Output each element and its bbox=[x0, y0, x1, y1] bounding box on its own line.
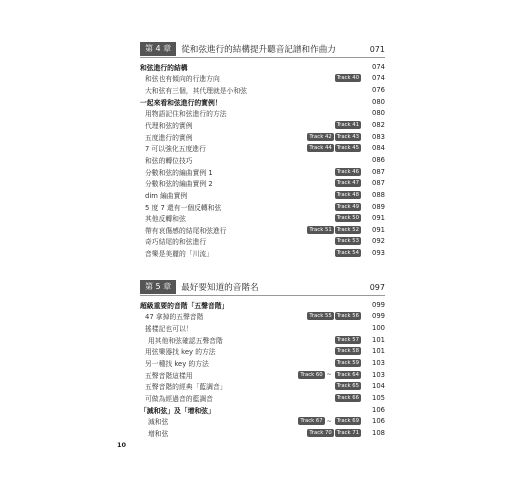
chapter-page: 071 bbox=[369, 44, 385, 54]
chapter-header bbox=[140, 42, 385, 56]
entry-title: 和弦也有傾向的行進方向 bbox=[145, 75, 220, 84]
toc-entries bbox=[140, 299, 385, 439]
entry-page: 091 bbox=[372, 225, 385, 234]
track-tags bbox=[297, 371, 361, 379]
track-tags bbox=[306, 429, 361, 437]
entry-page: 103 bbox=[372, 370, 385, 379]
track-tags bbox=[334, 191, 361, 199]
chapter-divider bbox=[140, 295, 385, 296]
toc-section-row bbox=[140, 404, 385, 416]
entry-title: 五度進行的實例 bbox=[145, 133, 193, 142]
track-range-tilde: ~ bbox=[326, 417, 332, 425]
toc-entry-row bbox=[140, 108, 385, 120]
track-tags bbox=[334, 203, 361, 211]
entry-page: 083 bbox=[372, 132, 385, 141]
track-badge: Track 48 bbox=[336, 191, 359, 198]
track-tags bbox=[334, 214, 361, 222]
track-tags bbox=[297, 417, 361, 425]
entry-page: 080 bbox=[372, 97, 385, 106]
entry-page: 080 bbox=[372, 109, 385, 118]
track-badge: Track 42 bbox=[309, 133, 332, 140]
entry-title: 和弦的轉位技巧 bbox=[145, 156, 193, 165]
track-tags bbox=[334, 121, 361, 129]
entry-page: 082 bbox=[372, 121, 385, 130]
chapter-title: 最好要知道的音階名 bbox=[181, 283, 259, 293]
toc-entry-row bbox=[140, 247, 385, 259]
track-badge: Track 46 bbox=[336, 168, 359, 175]
chapter-4-section bbox=[140, 42, 385, 259]
track-badge: Track 56 bbox=[336, 313, 359, 320]
track-badge: Track 66 bbox=[336, 394, 359, 401]
entry-page: 074 bbox=[372, 74, 385, 83]
track-badge: Track 69 bbox=[336, 418, 359, 425]
entry-title: 用物語記住和弦進行的方法 bbox=[145, 110, 227, 119]
entry-page: 108 bbox=[372, 428, 385, 437]
track-badge: Track 43 bbox=[336, 133, 359, 140]
entry-title: 用其他和弦確認五聲音階 bbox=[148, 336, 223, 345]
track-tags bbox=[334, 237, 361, 245]
track-tags bbox=[306, 226, 361, 234]
track-badge: Track 51 bbox=[309, 226, 332, 233]
page-number: 10 bbox=[117, 441, 127, 449]
entry-page: 093 bbox=[372, 249, 385, 258]
track-badge: Track 52 bbox=[336, 226, 359, 233]
toc-entry-row bbox=[140, 427, 385, 439]
track-badge: Track 40 bbox=[336, 75, 359, 82]
track-badge: Track 50 bbox=[336, 215, 359, 222]
toc-entry-row bbox=[140, 415, 385, 427]
toc-entry-row bbox=[140, 166, 385, 178]
track-badge: Track 49 bbox=[336, 203, 359, 210]
entry-page: 087 bbox=[372, 167, 385, 176]
track-badge: Track 53 bbox=[336, 238, 359, 245]
track-tags bbox=[306, 133, 361, 141]
toc-entry-row bbox=[140, 189, 385, 201]
track-badge: Track 45 bbox=[336, 145, 359, 152]
toc-entries bbox=[140, 61, 385, 259]
toc-entry-row bbox=[140, 154, 385, 166]
toc-entry-row bbox=[140, 224, 385, 236]
track-badge: Track 59 bbox=[336, 360, 359, 367]
entry-page: 101 bbox=[372, 335, 385, 344]
track-tags bbox=[334, 347, 361, 355]
toc-entry-row bbox=[140, 369, 385, 381]
entry-title: 其他反轉和弦 bbox=[145, 215, 186, 224]
track-tags bbox=[334, 179, 361, 187]
toc-section-row bbox=[140, 96, 385, 108]
entry-page: 089 bbox=[372, 202, 385, 211]
entry-title: 7 可以強化五度進行 bbox=[145, 145, 206, 154]
entry-title: 可做為經過音的藍調音 bbox=[145, 394, 213, 403]
track-tags bbox=[334, 359, 361, 367]
entry-title: 代理和弦的實例 bbox=[145, 122, 193, 131]
toc-section-row bbox=[140, 299, 385, 311]
toc-entry-row bbox=[140, 131, 385, 143]
toc-entry-row bbox=[140, 236, 385, 248]
entry-page: 088 bbox=[372, 190, 385, 199]
track-tags bbox=[334, 168, 361, 176]
entry-title: 五聲音階這樣用 bbox=[145, 371, 193, 380]
chapter-page: 097 bbox=[369, 282, 385, 292]
track-tags bbox=[334, 382, 361, 390]
chapter-number-badge: 第 4 章 bbox=[140, 42, 176, 56]
entry-title: 增和弦 bbox=[148, 429, 169, 438]
entry-title: 搖樣記也可以！ bbox=[145, 325, 193, 334]
entry-page: 092 bbox=[372, 237, 385, 246]
toc-entry-row bbox=[140, 311, 385, 323]
entry-page: 104 bbox=[372, 382, 385, 391]
track-badge: Track 57 bbox=[336, 336, 359, 343]
entry-page: 099 bbox=[372, 312, 385, 321]
chapter-title: 從和弦進行的結構提升聽音記譜和作曲力 bbox=[181, 45, 336, 55]
track-badge: Track 71 bbox=[336, 429, 359, 436]
toc-entry-row bbox=[140, 119, 385, 131]
entry-title: dim 編曲實例 bbox=[145, 191, 188, 200]
track-tags bbox=[334, 394, 361, 402]
chapter-5-section bbox=[140, 280, 385, 439]
toc-entry-row bbox=[140, 380, 385, 392]
entry-title: 一起來看和弦進行的實例！ bbox=[140, 98, 222, 107]
track-badge: Track 67 bbox=[300, 418, 323, 425]
toc-entry-row bbox=[140, 177, 385, 189]
entry-page: 099 bbox=[372, 300, 385, 309]
entry-title: 「減和弦」及「增和弦」 bbox=[140, 406, 215, 415]
entry-page: 091 bbox=[372, 214, 385, 223]
track-badge: Track 70 bbox=[309, 429, 332, 436]
entry-title: 減和弦 bbox=[148, 418, 169, 427]
entry-title: 大和弦有三個，其代理就是小和弦 bbox=[145, 87, 247, 96]
toc-entry-row bbox=[140, 392, 385, 404]
entry-page: 076 bbox=[372, 86, 385, 95]
chapter-number-badge: 第 5 章 bbox=[140, 280, 176, 294]
entry-title: 帶有哀傷感的結尾和弦進行 bbox=[145, 226, 227, 235]
toc-entry-row bbox=[140, 201, 385, 213]
toc-entry-row bbox=[140, 84, 385, 96]
entry-title: 47 拿掉的五聲音階 bbox=[145, 313, 204, 322]
track-badge: Track 60 bbox=[300, 371, 323, 378]
entry-title: 音樂是美麗的「川流」 bbox=[145, 250, 213, 259]
entry-page: 106 bbox=[372, 417, 385, 426]
track-badge: Track 64 bbox=[336, 371, 359, 378]
track-tags bbox=[306, 144, 361, 152]
entry-page: 103 bbox=[372, 359, 385, 368]
track-badge: Track 55 bbox=[309, 313, 332, 320]
chapter-divider bbox=[140, 57, 385, 58]
entry-title: 五聲音階的經典「藍調音」 bbox=[145, 383, 227, 392]
entry-title: 分數和弦的編曲實例 2 bbox=[145, 180, 213, 189]
entry-title: 和弦進行的結構 bbox=[140, 63, 188, 72]
toc-entry-row bbox=[140, 346, 385, 358]
track-tags bbox=[334, 336, 361, 344]
entry-page: 084 bbox=[372, 144, 385, 153]
track-badge: Track 54 bbox=[336, 250, 359, 257]
entry-page: 074 bbox=[372, 62, 385, 71]
entry-title: 分數和弦的編曲實例 1 bbox=[145, 168, 213, 177]
toc-section-row bbox=[140, 61, 385, 73]
track-tags bbox=[334, 249, 361, 257]
toc-entry-row bbox=[140, 357, 385, 369]
entry-title: 超級重要的音階「五聲音階」 bbox=[140, 301, 229, 310]
entry-title: 奇巧結尾的和弦進行 bbox=[145, 238, 207, 247]
entry-title: 5 度 7 還有一個反轉和弦 bbox=[145, 203, 222, 212]
toc-entry-row bbox=[140, 212, 385, 224]
toc-entry-row bbox=[140, 142, 385, 154]
entry-title: 用弦樂器找 key 的方法 bbox=[145, 348, 216, 357]
track-badge: Track 65 bbox=[336, 383, 359, 390]
entry-page: 106 bbox=[372, 405, 385, 414]
entry-page: 086 bbox=[372, 155, 385, 164]
entry-page: 087 bbox=[372, 179, 385, 188]
track-badge: Track 47 bbox=[336, 180, 359, 187]
track-tags bbox=[306, 312, 361, 320]
track-badge: Track 58 bbox=[336, 348, 359, 355]
toc-entry-row bbox=[140, 73, 385, 85]
entry-page: 105 bbox=[372, 393, 385, 402]
track-badge: Track 44 bbox=[309, 145, 332, 152]
track-badge: Track 41 bbox=[336, 122, 359, 129]
chapter-header bbox=[140, 280, 385, 294]
track-tags bbox=[334, 74, 361, 82]
toc-entry-row bbox=[140, 322, 385, 334]
entry-page: 100 bbox=[372, 324, 385, 333]
track-range-tilde: ~ bbox=[326, 371, 332, 379]
toc-entry-row bbox=[140, 334, 385, 346]
entry-title: 另一種找 key 的方法 bbox=[145, 360, 209, 369]
entry-page: 101 bbox=[372, 347, 385, 356]
